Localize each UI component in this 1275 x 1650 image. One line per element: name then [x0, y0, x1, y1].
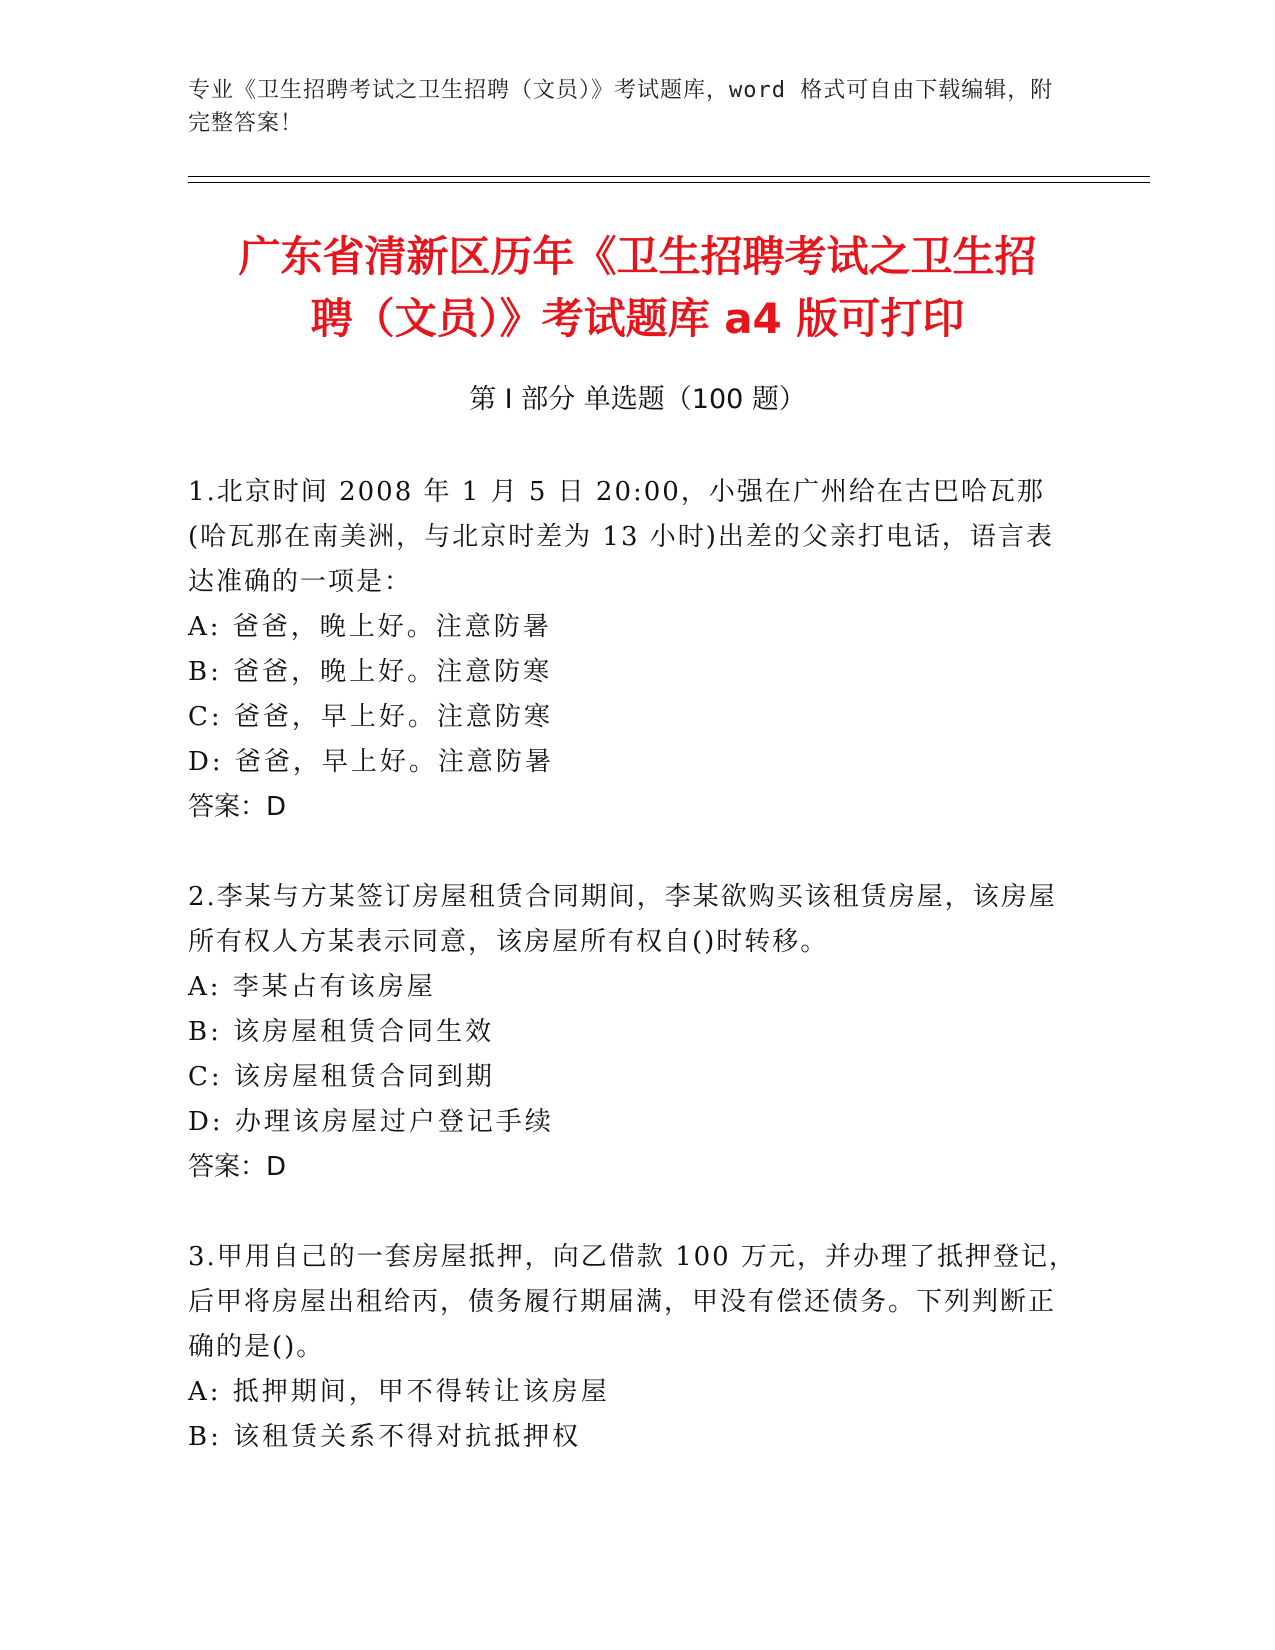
- question-text: 1.北京时间 2008 年 1 月 5 日 20:00，小强在广州给在古巴哈瓦那(哈瓦那在南美洲，与北京时差为 13 小时)出差的父亲打电话，语言表达准确的一项是：: [188, 477, 1054, 597]
- answer: 答案：D: [188, 1152, 287, 1182]
- question-text: 3.甲用自己的一套房屋抵押，向乙借款 100 万元，并办理了抵押登记，后甲将房屋出租给丙，债务履行期届满，甲没有偿还债务。下列判断正确的是()。: [188, 1242, 1077, 1362]
- option-c: C: 该房屋租赁合同到期: [188, 1062, 495, 1092]
- option-b: B: 爸爸，晚上好。注意防寒: [188, 657, 553, 687]
- question-1: [188, 470, 1078, 830]
- option-a: A: 抵押期间，甲不得转让该房屋: [188, 1377, 610, 1407]
- question-2: [188, 875, 1078, 1190]
- answer: 答案：D: [188, 792, 287, 822]
- document-title: [150, 226, 1125, 350]
- document-title-line-2: 聘（文员）》考试题库 a4 版可打印: [310, 294, 965, 343]
- option-a: A: 李某占有该房屋: [188, 972, 436, 1002]
- option-c: C: 爸爸，早上好。注意防寒: [188, 702, 553, 732]
- header-note: 专业《卫生招聘考试之卫生招聘（文员）》考试题库，word 格式可自由下载编辑，附完整答案！: [188, 78, 1054, 136]
- option-b: B: 该房屋租赁合同生效: [188, 1017, 495, 1047]
- header-rule-top: [188, 176, 1150, 177]
- section-title: 第 I 部分 单选题（100 题）: [469, 384, 806, 415]
- option-d: D: 爸爸，早上好。注意防暑: [188, 747, 554, 777]
- option-b: B: 该租赁关系不得对抗抵押权: [188, 1422, 582, 1452]
- document-title-line-1: 广东省清新区历年《卫生招聘考试之卫生招: [238, 232, 1037, 281]
- header-rule-bottom: [188, 182, 1150, 183]
- question-text: 2.李某与方某签订房屋租赁合同期间，李某欲购买该租赁房屋，该房屋所有权人方某表示同意，该房屋所有权自()时转移。: [188, 882, 1057, 957]
- option-a: A: 爸爸，晚上好。注意防暑: [188, 612, 552, 642]
- question-3: [188, 1235, 1078, 1460]
- option-d: D: 办理该房屋过户登记手续: [188, 1107, 554, 1137]
- question-list: [188, 470, 1078, 1505]
